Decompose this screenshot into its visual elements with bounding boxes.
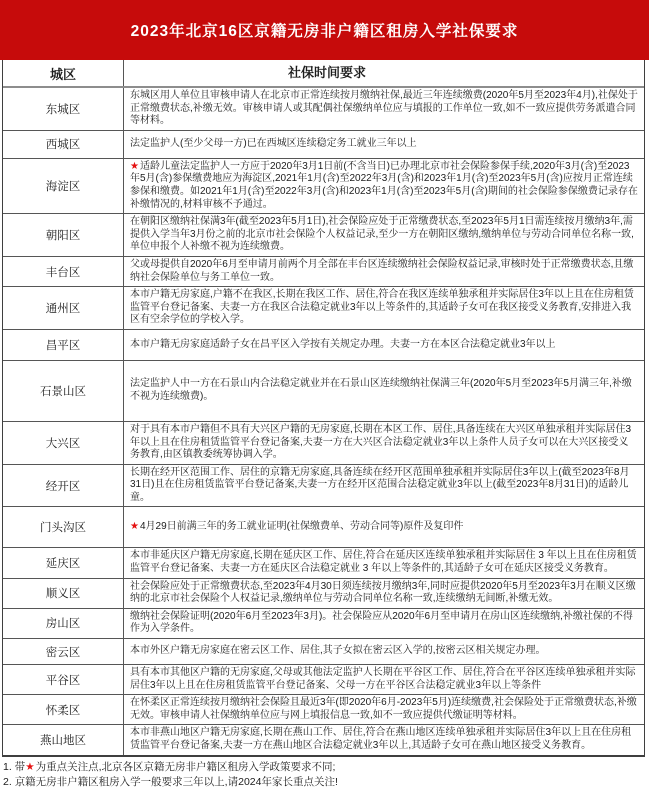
- district-name: 怀柔区: [3, 695, 124, 724]
- district-name: 经开区: [3, 465, 124, 507]
- requirement-cell: [124, 639, 644, 664]
- table-row: [3, 330, 644, 361]
- district-name: 东城区: [3, 88, 124, 130]
- requirement-cell: [124, 159, 644, 213]
- footnotes: [0, 757, 649, 794]
- table-row: [3, 639, 644, 665]
- table-row: [3, 88, 644, 131]
- footnote-1-text: 为重点关注点,北京各区京籍无房非户籍区租房入学政策要求不同;: [35, 760, 336, 773]
- table-row: [3, 548, 644, 578]
- requirement-text: 适龄儿童法定监护人一方应于2020年3月1日前(不含当日)已办理北京市社会保险参保手续,2020年3月(含)至2023年5月(含)参保缴费地应为海淀区,2021年1月(含)至2022年3月(含)和2023年1月(含)至2023年5月(含)应按月正常连续参保和缴费。如2021年1月(含)至2022年3月(含)和2023年1月(含)至2023年5月(含)期间的社会保险参保缴费记录存在补缴情况的,材料审核不予通过。: [130, 160, 638, 210]
- table-row: [3, 214, 644, 257]
- column-header-requirement: 社保时间要求: [287, 64, 366, 80]
- requirement-text: 本市户籍无房家庭适龄子女在昌平区入学按有关规定办理。夫妻一方在本区合法稳定就业3年以上: [130, 338, 556, 350]
- district-name: 朝阳区: [3, 214, 124, 256]
- district-name: 密云区: [3, 639, 124, 664]
- district-name: 海淀区: [3, 159, 124, 213]
- star-icon: ★: [130, 521, 139, 533]
- district-name: 石景山区: [3, 361, 124, 421]
- requirement-cell: [124, 257, 644, 286]
- requirement-cell: [124, 214, 644, 256]
- requirement-text: 法定监护人(至少父母一方)已在西城区连续稳定务工就业三年以上: [130, 137, 417, 149]
- footnote-2: [3, 775, 645, 790]
- requirement-cell: [124, 330, 644, 360]
- district-name: 西城区: [3, 131, 124, 158]
- requirement-cell: [124, 422, 644, 464]
- table-header-row: [3, 60, 644, 88]
- requirement-cell: [124, 465, 644, 507]
- district-name: 燕山地区: [3, 725, 124, 754]
- table-row: [3, 725, 644, 755]
- requirement-cell: [124, 725, 644, 754]
- table-row: [3, 422, 644, 465]
- requirement-text: 法定监护人中一方在石景山内合法稳定就业并在石景山区连续缴纳社保满三年(2020年5月至2023年5月满三年,补缴不视为连续缴费)。: [130, 378, 632, 402]
- district-name: 顺义区: [3, 579, 124, 608]
- district-name: 通州区: [3, 287, 124, 329]
- requirement-cell: [124, 695, 644, 724]
- district-name: 平谷区: [3, 665, 124, 694]
- requirement-text: 本市户籍无房家庭,户籍不在我区,长期在我区工作、居住,符合在我区连续单独承租并实际居住3年以上且在住房租赁监管平台登记备案、夫妻一方在我区合法稳定就业3年以上等条件的,其适龄子女可在我区接受义务教育,安排进入我区有空余学位的学校入学。: [130, 289, 634, 326]
- requirement-cell: [124, 507, 644, 547]
- district-name: 昌平区: [3, 330, 124, 360]
- requirement-cell: [124, 361, 644, 421]
- requirement-text: 在怀柔区正常连续按月缴纳社会保险且最近3年(即2020年6月-2023年5月)连续缴费,社会保险处于正常缴费状态,补缴无效。审核申请人社保缴纳单位应与网上填报信息一致,如不一致应提供代缴证明等材料。: [130, 697, 637, 721]
- star-icon: ★: [25, 760, 35, 773]
- requirement-text: 本市非燕山地区户籍无房家庭,长期在燕山工作、居住,符合在燕山地区连续单独承租并实际居住3年以上且在住房租赁监管平台登记备案,夫妻一方在燕山地区合法稳定就业3年以上,其适龄子女可在燕山地区接受义务教育。: [130, 727, 632, 751]
- requirement-cell: [124, 579, 644, 608]
- requirement-text: 4月29日前满三年的务工就业证明(社保缴费单、劳动合同等)原件及复印件: [139, 521, 464, 533]
- table-row: [3, 131, 644, 159]
- requirement-cell: [124, 609, 644, 638]
- district-name: 丰台区: [3, 257, 124, 286]
- requirement-text: 父或母提供自2020年6月至申请月前两个月全部在丰台区连续缴纳社会保险权益记录,审核时处于正常缴费状态,且缴纳社会保险单位与务工单位一致。: [130, 258, 634, 283]
- table-row: [3, 579, 644, 609]
- star-icon: ★: [130, 160, 139, 172]
- requirement-cell: [124, 88, 644, 130]
- table-row: [3, 665, 644, 695]
- page-title: 2023年北京16区京籍无房非户籍区租房入学社保要求: [130, 23, 519, 40]
- district-name: 大兴区: [3, 422, 124, 464]
- table-row: [3, 159, 644, 214]
- table-row: [3, 361, 644, 422]
- footnote-1: [3, 760, 645, 775]
- table-body: [3, 88, 644, 756]
- requirement-text: 东城区用人单位且审核申请人在北京市正常连续按月缴纳社保,最近三年连续缴费(2020年5月至2023年4月),社保处于正常缴费状态,补缴无效。审核申请人或其配偶社保缴纳单位应与填报的工作单位一致,如不一致应提供劳务派遣合同等材料。: [130, 90, 638, 127]
- title-banner: [0, 0, 649, 60]
- table-row: [3, 465, 644, 508]
- footnote-2-text: 京籍无房非户籍区租房入学一般要求三年以上,请2024年家长重点关注!: [14, 775, 338, 788]
- requirement-cell: [124, 548, 644, 577]
- requirement-text: 对于具有本市户籍但不具有大兴区户籍的无房家庭,长期在本区工作、居住,具备连续在大兴区单独承租并实际居住3年以上且在住房租赁监管平台登记备案,夫妻一方在大兴区合法稳定就业3年以上条件人员子女可以在大兴区接受义务教育,由区镇教委统筹协调入学。: [130, 423, 632, 461]
- requirement-text: 本市非延庆区户籍无房家庭,长期在延庆区工作、居住,符合在延庆区连续单独承租并实际居住 3 年以上且在住房租赁监管平台登记备案、夫妻一方在延庆区合法稳定就业 3 年以上等条件的,其适龄子女可在延庆区接受义务教育。: [130, 550, 637, 575]
- table-row: [3, 257, 644, 287]
- requirement-text: 社会保险应处于正常缴费状态,至2023年4月30日须连续按月缴纳3年,同时应提供2020年5月至2023年3月在顺义区缴纳的北京市社会保险个人权益记录,缴纳单位与劳动合同单位名称一致,连续缴纳无间断,补缴无效。: [130, 580, 636, 605]
- requirement-text: 具有本市其他区户籍的无房家庭,父母或其他法定监护人长期在平谷区工作、居住,符合在平谷区连续单独承租并实际居住3年以上且在住房租赁监管平台登记备案、父母一方在平谷区合法稳定就业3年以上等条件: [130, 667, 636, 691]
- requirement-text: 缴纳社会保险证明(2020年6月至2023年3月)。社会保险应从2020年6月至申请月在房山区连续缴纳,补缴社保的不得作为入学条件。: [130, 610, 633, 635]
- column-header-district: 城区: [3, 60, 124, 86]
- table-row: [3, 507, 644, 548]
- table-row: [3, 695, 644, 725]
- footnote-1-prefix: 1. 带: [3, 760, 26, 773]
- requirement-cell: [124, 287, 644, 329]
- district-name: 房山区: [3, 609, 124, 638]
- footnote-2-prefix: 2.: [3, 775, 15, 788]
- table-row: [3, 609, 644, 639]
- district-name: 延庆区: [3, 548, 124, 577]
- table-row: [3, 287, 644, 330]
- requirement-cell: [124, 665, 644, 694]
- requirement-text: 本市外区户籍无房家庭在密云区工作、居住,其子女拟在密云区入学的,按密云区相关规定办理。: [130, 645, 546, 657]
- requirement-text: 在朝阳区缴纳社保满3年(截至2023年5月1日),社会保险应处于正常缴费状态,至2023年5月1日需连续按月缴纳3年,需提供入学当年3月份之前的北京市社会保险个人权益记录,至少一方在朝阳区缴纳,缴纳单位与劳动合同单位名称一致,单位申报个人补缴不视为连续缴费。: [130, 216, 634, 253]
- district-name: 门头沟区: [3, 507, 124, 547]
- requirement-cell: [124, 131, 644, 158]
- requirement-text: 长期在经开区范围工作、居住的京籍无房家庭,具备连续在经开区范围单独承租并实际居住3年以上(截至2023年8月31日)且在住房租赁监管平台登记备案,夫妻一方在经开区范围合法稳定就业3年以上(截至2023年8月31日)的适龄儿童。: [130, 466, 630, 503]
- social-security-table: [2, 60, 645, 757]
